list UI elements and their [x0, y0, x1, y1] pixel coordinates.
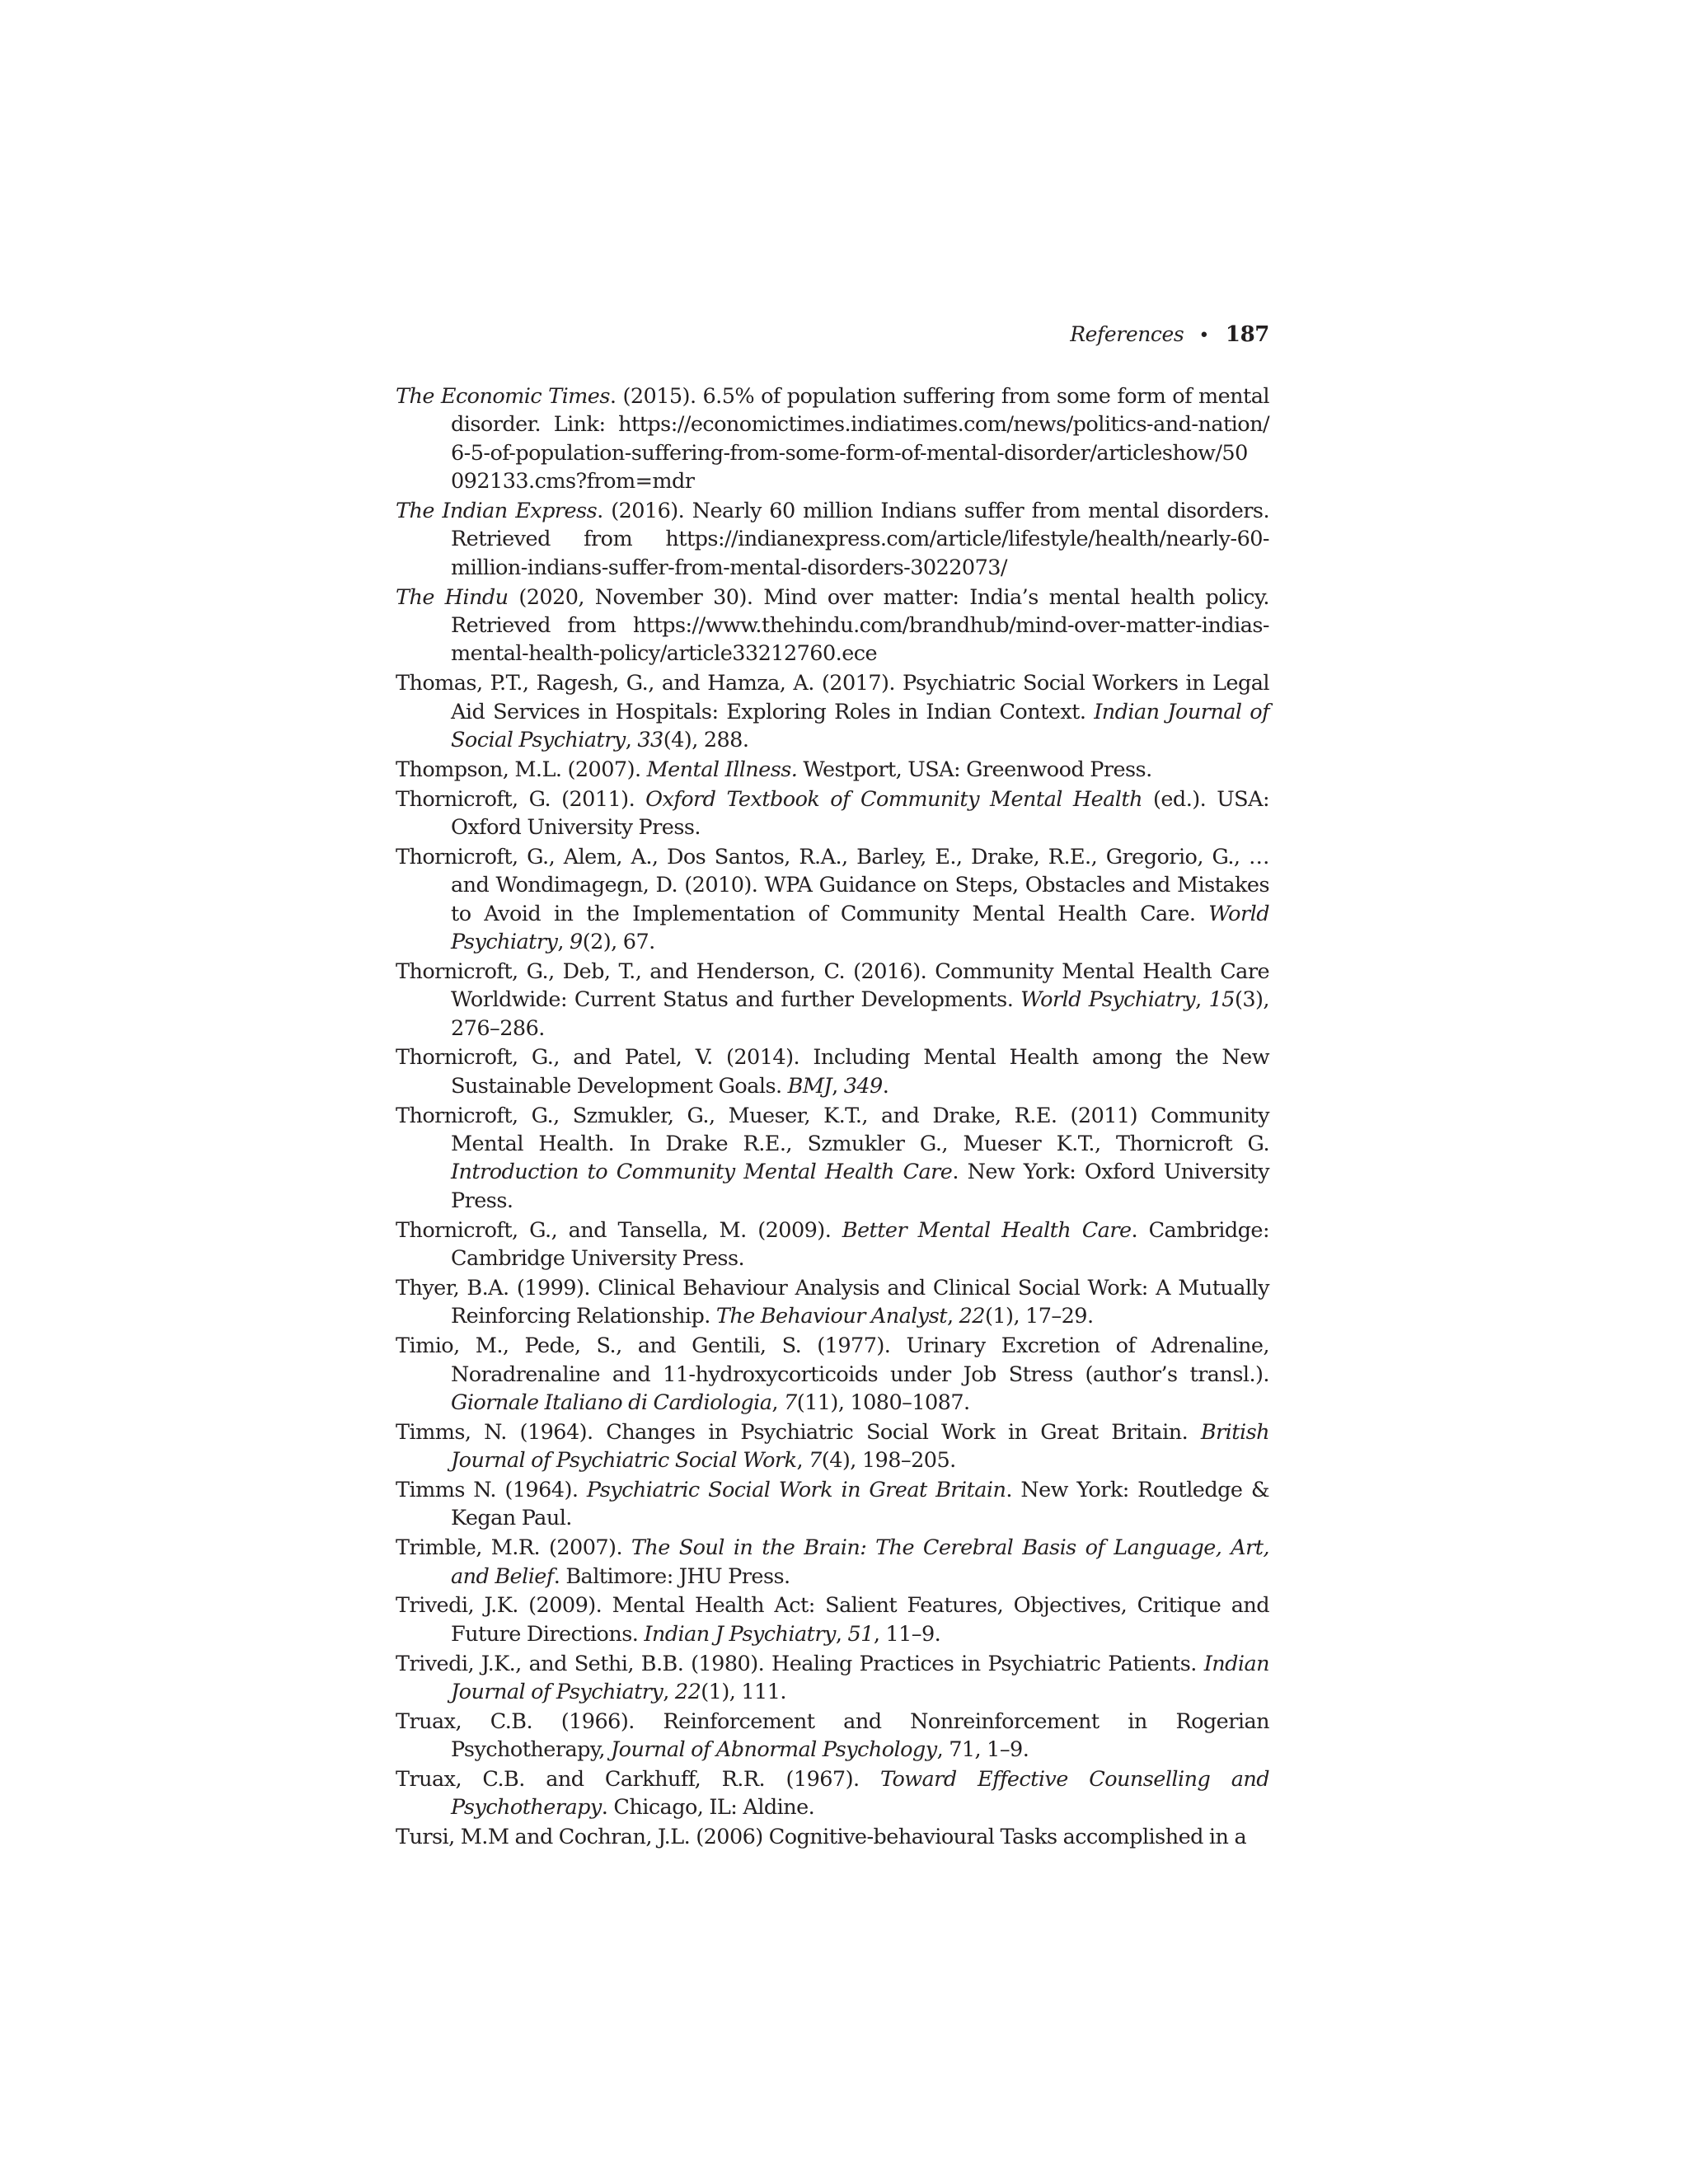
- reference-italic-segment: Indian Journal of Social Psychiatry: [451, 699, 1269, 753]
- running-header-section-title: References: [1070, 322, 1184, 346]
- reference-text-segment: (ed.). USA: Oxford University Press.: [451, 786, 1269, 841]
- reference-text-segment: Trimble, M.R. (2007).: [396, 1535, 631, 1561]
- reference-text-segment: ,: [625, 728, 638, 753]
- reference-italic-segment: 9: [570, 930, 583, 955]
- reference-italic-segment: Mental Illness.: [646, 757, 798, 782]
- reference-italic-segment: Indian Journal of Psychiatry: [451, 1651, 1269, 1704]
- reference-text-segment: Truax, C.B. and Carkhuff, R.R. (1967).: [396, 1766, 880, 1792]
- reference-text-segment: Timio, M., Pede, S., and Gentili, S. (1977). Urinary Excretion of Adrenaline, Noradrenaline and 11-hydroxycorticoids under Job Stress (author’s transl.).: [396, 1333, 1269, 1387]
- reference-entry: [396, 1418, 1269, 1475]
- reference-italic-segment: 7: [809, 1448, 822, 1474]
- reference-italic-segment: The Indian Express: [396, 499, 598, 524]
- reference-text-segment: (3), 276–286.: [451, 987, 1269, 1041]
- reference-italic-segment: BMJ: [787, 1073, 832, 1099]
- reference-italic-segment: 51: [847, 1621, 874, 1647]
- reference-entry: [396, 382, 1269, 496]
- reference-entry: [396, 583, 1269, 668]
- reference-text-segment: Timms, N. (1964). Changes in Psychiatric Social Work in Great Britain.: [396, 1419, 1201, 1445]
- reference-text-segment: Timms N. (1964).: [396, 1477, 587, 1502]
- reference-italic-segment: Better Mental Health Care: [842, 1217, 1132, 1243]
- reference-text-segment: Thyer, B.A. (1999). Clinical Behaviour Analysis and Clinical Social Work: A Mutually Reinforcing Relationship.: [396, 1275, 1269, 1329]
- reference-italic-segment: The Hindu: [396, 584, 509, 610]
- reference-entry: [396, 958, 1269, 1043]
- reference-text-segment: Thompson, M.L. (2007).: [396, 757, 647, 782]
- reference-text-segment: Trivedi, J.K. (2009). Mental Health Act: Salient Features, Objectives, Critique and Future Directions.: [396, 1593, 1269, 1647]
- running-header: [396, 320, 1269, 351]
- reference-entry: [396, 785, 1269, 842]
- reference-text-segment: . Chicago, IL: Aldine.: [601, 1795, 815, 1821]
- reference-italic-segment: British Journal of Psychiatric Social Work: [451, 1419, 1269, 1474]
- reference-text-segment: ,: [796, 1448, 809, 1474]
- reference-italic-segment: 33: [637, 728, 663, 753]
- reference-italic-segment: 7: [784, 1390, 797, 1415]
- reference-text-segment: (4), 198–205.: [821, 1448, 956, 1474]
- reference-italic-segment: Journal of Abnormal Psychology: [610, 1737, 937, 1763]
- reference-italic-segment: Psychiatric Social Work in Great Britain: [586, 1477, 1006, 1502]
- reference-text-segment: (1), 17–29.: [984, 1304, 1094, 1329]
- reference-text-segment: Tursi, M.M and Cochran, J.L. (2006) Cognitive-behavioural Tasks accomplished in a: [396, 1825, 1247, 1850]
- reference-text-segment: ,: [832, 1073, 844, 1099]
- reference-entry: [396, 1534, 1269, 1591]
- reference-text-segment: ,: [835, 1621, 848, 1647]
- reference-entry: [396, 1216, 1269, 1273]
- reference-entry: [396, 1708, 1269, 1765]
- reference-text-segment: Thornicroft, G., Deb, T., and Henderson, C. (2016). Community Mental Health Care Worldwide: Current Status and further Developments.: [396, 958, 1269, 1013]
- reference-entry: [396, 1274, 1269, 1331]
- reference-entry: [396, 497, 1269, 582]
- reference-text-segment: ,: [771, 1390, 784, 1415]
- reference-text-segment: (11), 1080–1087.: [796, 1390, 970, 1415]
- reference-entry: [396, 1102, 1269, 1216]
- reference-entry: [396, 669, 1269, 754]
- reference-entry: [396, 843, 1269, 957]
- reference-text-segment: .: [882, 1073, 889, 1099]
- reference-entry: [396, 1765, 1269, 1822]
- reference-text-segment: Thornicroft, G., Szmukler, G., Mueser, K.T., and Drake, R.E. (2011) Community Mental Health. In Drake R.E., Szmukler G., Mueser K.T., Thornicroft G.: [396, 1103, 1269, 1157]
- reference-text-segment: ,: [946, 1304, 959, 1329]
- reference-entry: [396, 1476, 1269, 1533]
- reference-italic-segment: 22: [959, 1304, 985, 1329]
- reference-entry: [396, 756, 1269, 784]
- reference-entry: [396, 1591, 1269, 1648]
- reference-italic-segment: 15: [1208, 987, 1235, 1013]
- reference-text-segment: ,: [663, 1679, 675, 1704]
- reference-entry: [396, 1650, 1269, 1707]
- reference-list: [396, 382, 1269, 1853]
- reference-italic-segment: 349: [843, 1073, 883, 1099]
- reference-text-segment: Truax, C.B. (1966). Reinforcement and Nonreinforcement in Rogerian Psychotherapy,: [396, 1708, 1269, 1763]
- reference-text-segment: Thornicroft, G., and Tansella, M. (2009).: [396, 1217, 842, 1243]
- reference-italic-segment: World Psychiatry: [451, 901, 1269, 955]
- reference-text-segment: (4), 288.: [663, 728, 749, 753]
- reference-italic-segment: Toward Effective Counselling and Psychotherapy: [451, 1766, 1270, 1821]
- reference-text-segment: Trivedi, J.K., and Sethi, B.B. (1980). Healing Practices in Psychiatric Patients.: [396, 1651, 1204, 1676]
- reference-text-segment: , 11–9.: [873, 1621, 941, 1647]
- reference-entry: [396, 1823, 1269, 1851]
- reference-text-segment: Thornicroft, G., Alem, A., Dos Santos, R.A., Barley, E., Drake, R.E., Gregorio, G., … and Wondimagegn, D. (2010). WPA Guidance on Steps, Obstacles and Mistakes to Avoid in the Implementation of Community Mental Health Care.: [396, 844, 1269, 926]
- reference-text-segment: . (2016). Nearly 60 million Indians suffer from mental disorders. Retrieved from https://indianexpress.com/article/lifestyle/health/nearly-60-million-indians-suffer-from-mental-disorders-3022073/: [451, 499, 1269, 580]
- reference-italic-segment: The Behaviour Analyst: [715, 1304, 947, 1329]
- reference-italic-segment: Introduction to Community Mental Health Care: [451, 1160, 953, 1185]
- reference-italic-segment: 22: [674, 1679, 701, 1704]
- reference-text-segment: (1), 111.: [701, 1679, 786, 1704]
- reference-text-segment: . New York: Oxford University Press.: [451, 1160, 1269, 1213]
- reference-text-segment: Thornicroft, G. (2011).: [396, 786, 646, 812]
- reference-text-segment: ,: [557, 930, 570, 955]
- page-number: 187: [1225, 322, 1269, 347]
- reference-italic-segment: Indian J Psychiatry: [644, 1621, 836, 1647]
- reference-italic-segment: The Soul in the Brain: The Cerebral Basis of Language, Art, and Belief: [451, 1535, 1269, 1589]
- header-bullet: •: [1198, 326, 1209, 346]
- reference-italic-segment: The Economic Times: [396, 384, 610, 409]
- reference-text-segment: Thomas, P.T., Ragesh, G., and Hamza, A. (2017). Psychiatric Social Workers in Legal Aid Services in Hospitals: Exploring Roles in Indian Context.: [396, 671, 1269, 724]
- reference-text-segment: , 71, 1–9.: [936, 1737, 1029, 1763]
- reference-text-segment: Westport, USA: Greenwood Press.: [797, 757, 1152, 782]
- reference-text-segment: . Baltimore: JHU Press.: [553, 1563, 790, 1589]
- reference-text-segment: (2020, November 30). Mind over matter: India’s mental health policy. Retrieved from https://www.thehindu.com/brandhub/mind-over-matter-indias-mental-health-policy/article33212760.ece: [451, 584, 1269, 667]
- reference-text-segment: . Cambridge: Cambridge University Press.: [451, 1217, 1269, 1272]
- reference-italic-segment: World Psychiatry: [1020, 987, 1196, 1013]
- reference-text-segment: ,: [1195, 987, 1209, 1013]
- reference-text-segment: Thornicroft, G., and Patel, V. (2014). Including Mental Health among the New Sustainable Development Goals.: [396, 1045, 1269, 1099]
- reference-italic-segment: Oxford Textbook of Community Mental Health: [645, 786, 1142, 812]
- reference-text-segment: . New York: Routledge & Kegan Paul.: [451, 1477, 1269, 1531]
- reference-text-segment: (2), 67.: [582, 930, 655, 955]
- reference-text-segment: . (2015). 6.5% of population suffering from some form of mental disorder. Link: https://economictimes.indiatimes.com/news/politics-and-nation/ 6-5-of-population-suffering-from-some-form-of-mental-disorder/articleshow/50 092133.cms?from=mdr: [451, 384, 1269, 494]
- reference-entry: [396, 1043, 1269, 1100]
- reference-italic-segment: Giornale Italiano di Cardiologia: [451, 1390, 772, 1415]
- reference-entry: [396, 1332, 1269, 1417]
